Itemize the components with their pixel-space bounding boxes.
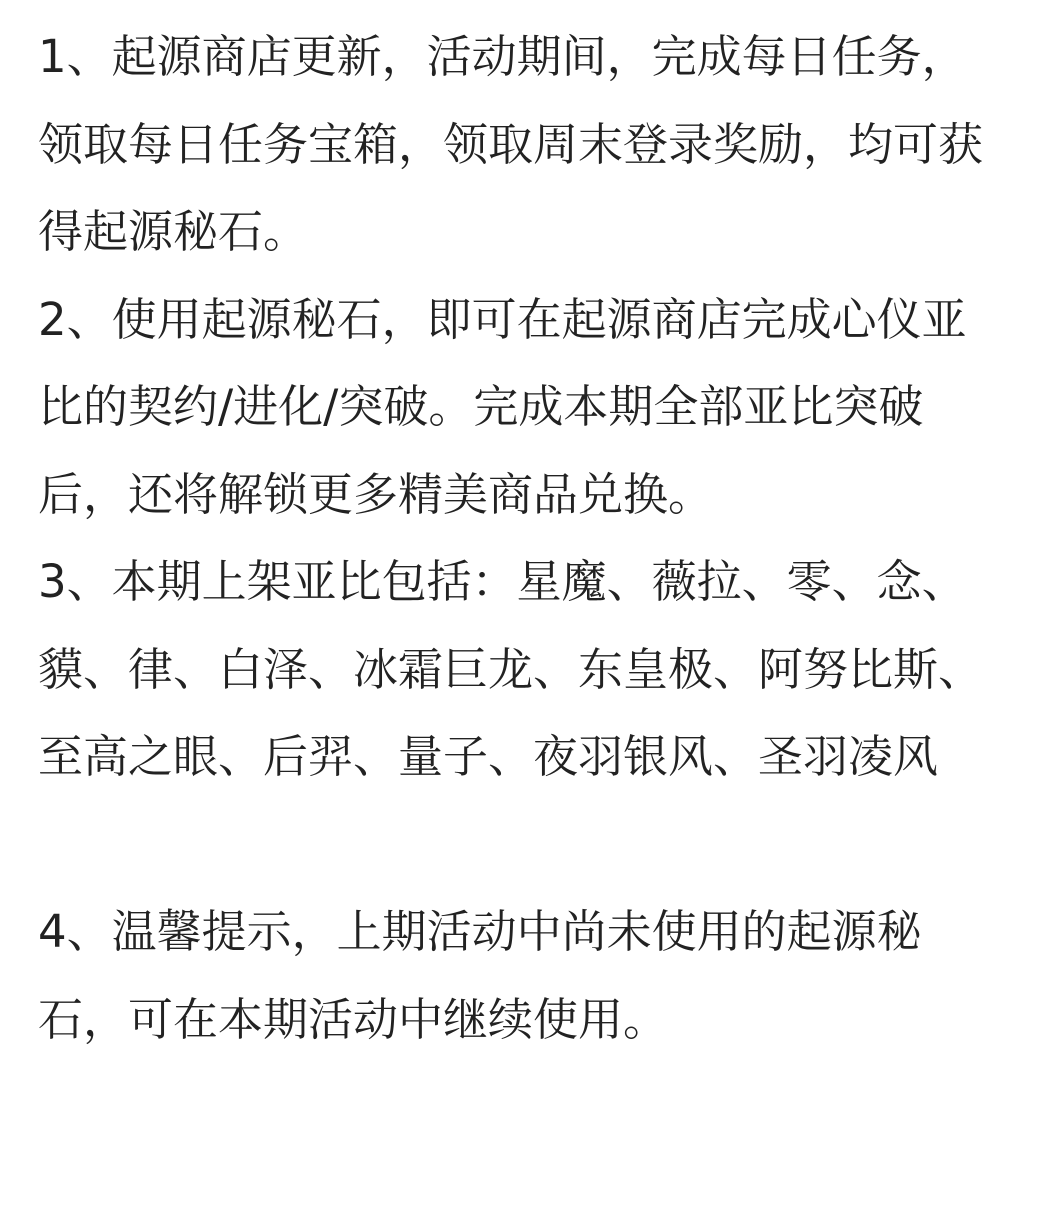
rule-paragraph-2: 2、使用起源秘石，即可在起源商店完成心仪亚比的契约/进化/突破。完成本期全部亚比突破后，还将解锁更多精美商品兑换。 — [38, 292, 967, 521]
rule-paragraph-4: 4、温馨提示，上期活动中尚未使用的起源秘石，可在本期活动中继续使用。 — [38, 905, 922, 1046]
notice-text-block — [38, 13, 1008, 1063]
rule-paragraph-1: 1、起源商店更新，活动期间，完成每日任务，领取每日任务宝箱，领取周末登录奖励，均可获得起源秘石。 — [38, 30, 984, 258]
rule-paragraph-3: 3、本期上架亚比包括：星魔、薇拉、零、念、貘、律、白泽、冰霜巨龙、东皇极、阿努比斯、至高之眼、后羿、量子、夜羽银风、圣羽凌风 — [38, 555, 984, 783]
